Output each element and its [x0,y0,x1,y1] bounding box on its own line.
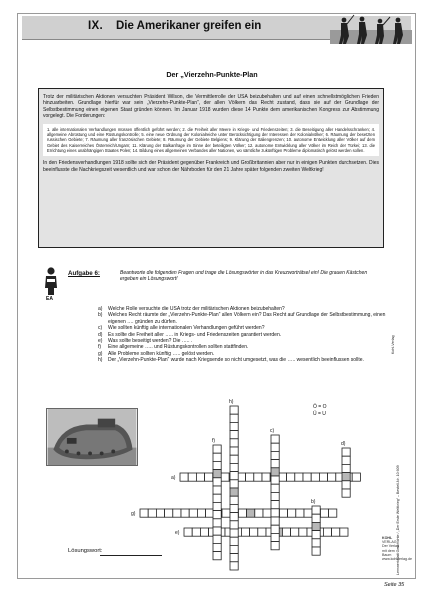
crossword-clue-label: f) [212,438,216,444]
solution-input-line[interactable] [100,555,162,556]
chapter-number: IX. [88,20,103,32]
series-side-credit [388,465,400,580]
intro-paragraph: Trotz der militärischen Aktionen versuchten Präsident Wilson, die Vermittlerrolle der USA beizubehalten und auf einen schnellstmöglichen Frieden hinzuarbeiten. Grundlage hierfür war sein „Vierzehn-Punkte-Plan“, der allen Völkern das Recht zustand, dass sie auf der Grundlage der Selbstbestimmung einen eigenen Staat gründen können. Im Januar 1918 wurden diese 14 Punkte dem amerikanischen Kongress zur Abstimmung vorgelegt. Die Forderungen: [43,94,379,120]
crossword-clue-label: e) [175,530,180,536]
task-instruction: Beantworte die folgenden Fragen und trage die Lösungswörter in das Kreuzworträtsel ein! Die grauen Kästchen ergeben ein Lösungswort! [120,270,368,283]
single-work-person-icon [43,266,59,296]
task-label: Aufgabe 6: [68,270,100,277]
question-item: d) Es sollte die Freiheit aller ….. in Kriegs- und Friedenszeiten garantiert werden. [98,331,282,338]
info-text-box [38,88,384,248]
fourteen-points-list: 1. alle internationalen Verhandlungen müssen öffentlich geführt werden; 2. die Freiheit aller Meere in Kriegs- und Friedenszeiten; 3. die Beseitigung aller Handelsschranken; 4. allgemeine Abrüstung und eine Rüstungskontrolle; 5. eine neue Ordnung der Kolonialreiche unter Berücksichtigung der Interessen der Kolonialvölker; 6. Räumung der besetzten russischen Gebiete; 7. Räumung aller französischen Gebiete; 8. Räumung der Gebiete Belgiens; 9. Klärung der Italiengrenzen; 10. autonome Entwicklung aller Völker auf dem Gebiet des Kaiserreiches Österreich/Ungarn; 11. Klärung der Balkanfrage im Sinne der beteiligten Völker; 12. autonome Entwicklung aller Völker im Reich der Türkei; 13. die Errichtung eines unabhängigen Staates Polen; 14. Bildung eines allgemeinen Verbandes aller Nationen, wo sämtliche zukünftigen Probleme diplomatisch gelöst werden sollen. [43,124,379,156]
solution-label: Lösungswort: [68,548,103,554]
outro-paragraph: In den Friedensverhandlungen 1918 sollte sich der Präsident gegenüber Frankreich und Großbritannien aber nur in einigen Punkten durchsetzen. Dies beeinflusste die Nachkriegszeit wesentlich und war schon der Nährboden für den 21 Jahre später folgenden zweiten Weltkrieg! [43,160,379,173]
question-item: b) Welches Recht räumte der „Vierzehn-Punkte-Plan“ allen Völkern ein? Das Recht auf Grundlage der Selbstbestimmung, einen eigenen …. gründen zu dürfen. [98,312,386,325]
crossword-clue-label: g) [131,511,136,517]
publisher-side-credit-text: Kohl-Verlag [391,335,395,354]
question-item: e) Was sollte beseitigt werden? Die ….. . [98,338,193,345]
soldiers-silhouette-image [330,10,412,44]
crossword-clue-label: b) [311,499,316,505]
crossword-clue-label: d) [341,441,346,447]
publisher-logo: KOHL VERLAG Der Verlag mit dem Baum www.kohlverlag.de [382,536,412,562]
question-item: a) Welche Rolle versuchte die USA trotz der militärischen Aktionen beizubehalten? [98,306,285,312]
umlaut-hint: Ö = O Ü = U [313,404,327,417]
chapter-title: Die Amerikaner greifen ein [116,20,262,32]
question-item: c) Wie sollten künftig alle internationalen Verhandlungen geführt werden? [98,325,265,332]
series-side-credit-text: Lernwerkstatt Geschichte / „Der Erste Weltkrieg“ – Bestell-Nr. 10 609 [396,465,400,575]
section-subtitle: Der „Vierzehn-Punkte-Plan [166,70,258,79]
ww1-tank-photo [46,408,138,466]
crossword-clue-label: h) [229,399,234,405]
question-list [98,306,388,364]
page-number: Seite 35 [384,582,405,588]
crossword-clue-label: a) [171,475,176,481]
question-item: f) Eine allgemeine ….. und Rüstungskontrollen sollten stattfinden. [98,344,249,351]
question-item: h) Der „Vierzehn-Punkte-Plan“ wurde nach Kriegsende so nicht umgesetzt, was die ….. wesentlich beeinflussen sollte. [98,357,364,364]
crossword-clue-label: c) [270,428,275,434]
work-mode-label: EA [46,296,53,302]
question-item: g) Alle Probleme sollten künftig ….. gelöst werden. [98,350,215,357]
